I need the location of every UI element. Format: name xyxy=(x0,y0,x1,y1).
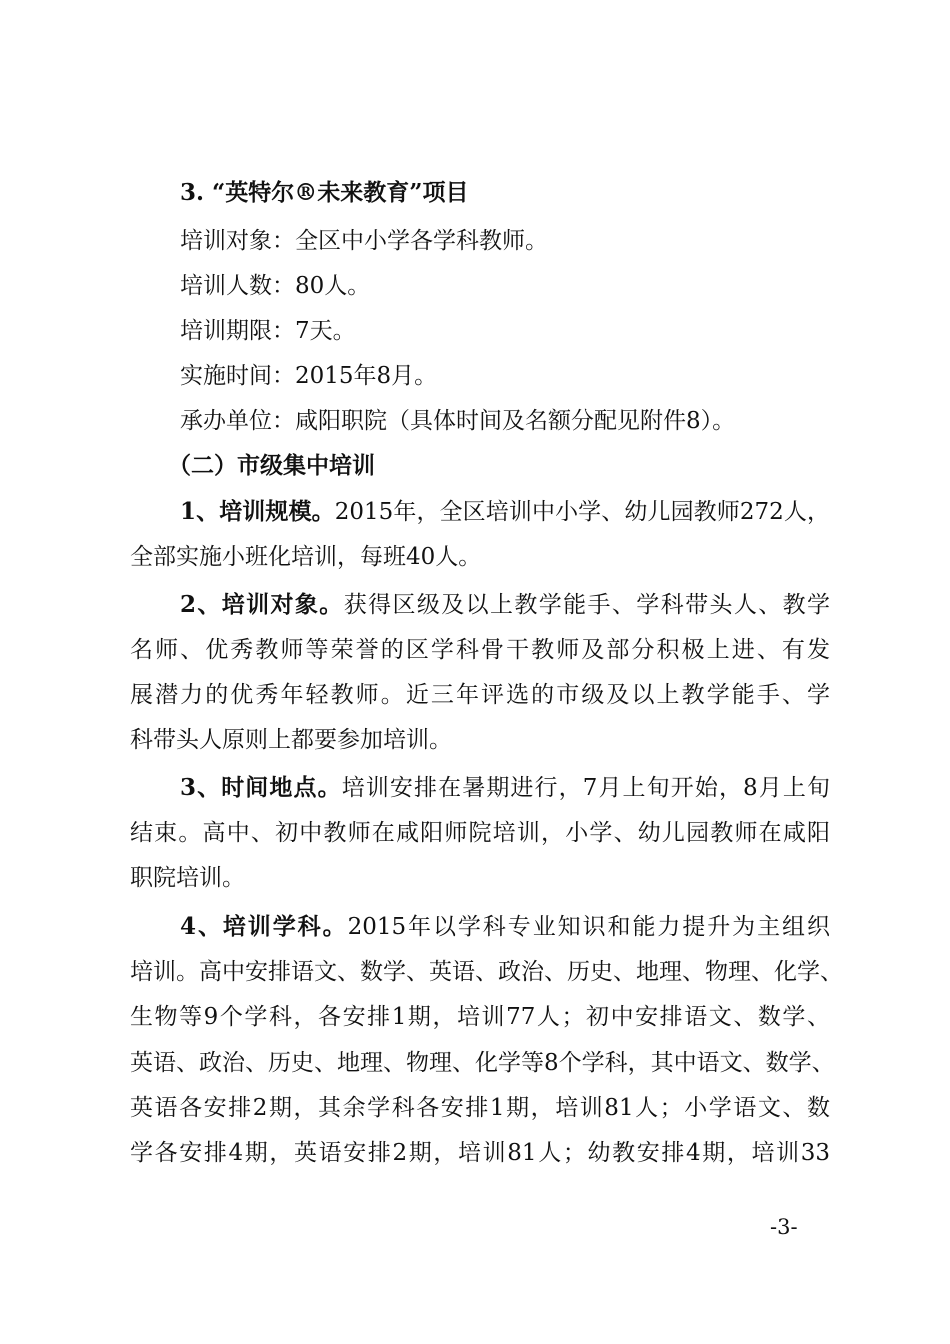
page-number: -3- xyxy=(770,1215,798,1239)
project3-line-time: 实施时间：2015年8月。 xyxy=(180,363,438,389)
p1-label: 1、培训规模。 xyxy=(180,498,335,525)
p2-line-1: 2、培训对象。获得区级及以上教学能手、学科带头人、教学 xyxy=(180,591,830,618)
p2-line-2: 名师、优秀教师等荣誉的区学科骨干教师及部分积极上进、有发 xyxy=(130,637,830,663)
p3-line-3: 职院培训。 xyxy=(130,865,245,891)
p4-line-4: 英语、政治、历史、地理、物理、化学等8个学科，其中语文、数学、 xyxy=(130,1050,835,1076)
p4-line-3: 生物等9个学科，各安排1期，培训77人；初中安排语文、数学、 xyxy=(130,1004,830,1030)
p3-line-1: 3、时间地点。培训安排在暑期进行，7月上旬开始，8月上旬 xyxy=(180,774,830,801)
p4-label: 4、培训学科。 xyxy=(180,913,348,940)
project3-line-count: 培训人数：80人。 xyxy=(180,273,371,299)
p4-line-2: 培训。高中安排语文、数学、英语、政治、历史、地理、物理、化学、 xyxy=(130,959,843,985)
project3-line-organizer: 承办单位：咸阳职院（具体时间及名额分配见附件8）。 xyxy=(180,408,736,434)
p1-line-2: 全部实施小班化培训，每班40人。 xyxy=(130,544,482,570)
p4-line-5: 英语各安排2期，其余学科各安排1期，培训81人；小学语文、数 xyxy=(130,1095,830,1121)
section2-heading: （二）市级集中培训 xyxy=(168,452,375,479)
p2-line-3: 展潜力的优秀年轻教师。近三年评选的市级及以上教学能手、学 xyxy=(130,682,830,708)
project3-line-duration: 培训期限：7天。 xyxy=(180,318,356,344)
p2-label: 2、培训对象。 xyxy=(180,591,344,618)
project3-title: 3. “英特尔®未来教育”项目 xyxy=(180,179,469,206)
p1-line-1: 1、培训规模。2015年，全区培训中小学、幼儿园教师272人， xyxy=(180,498,830,525)
p2-line-4: 科带头人原则上都要参加培训。 xyxy=(130,727,452,753)
p4-line-6: 学各安排4期，英语安排2期，培训81人；幼教安排4期，培训33 xyxy=(130,1140,830,1166)
p3-line-2: 结束。高中、初中教师在咸阳师院培训，小学、幼儿园教师在咸阳 xyxy=(130,820,830,846)
project3-line-target: 培训对象：全区中小学各学科教师。 xyxy=(180,228,548,254)
p4-line-1: 4、培训学科。2015年以学科专业知识和能力提升为主组织 xyxy=(180,913,830,940)
p3-label: 3、时间地点。 xyxy=(180,774,342,801)
